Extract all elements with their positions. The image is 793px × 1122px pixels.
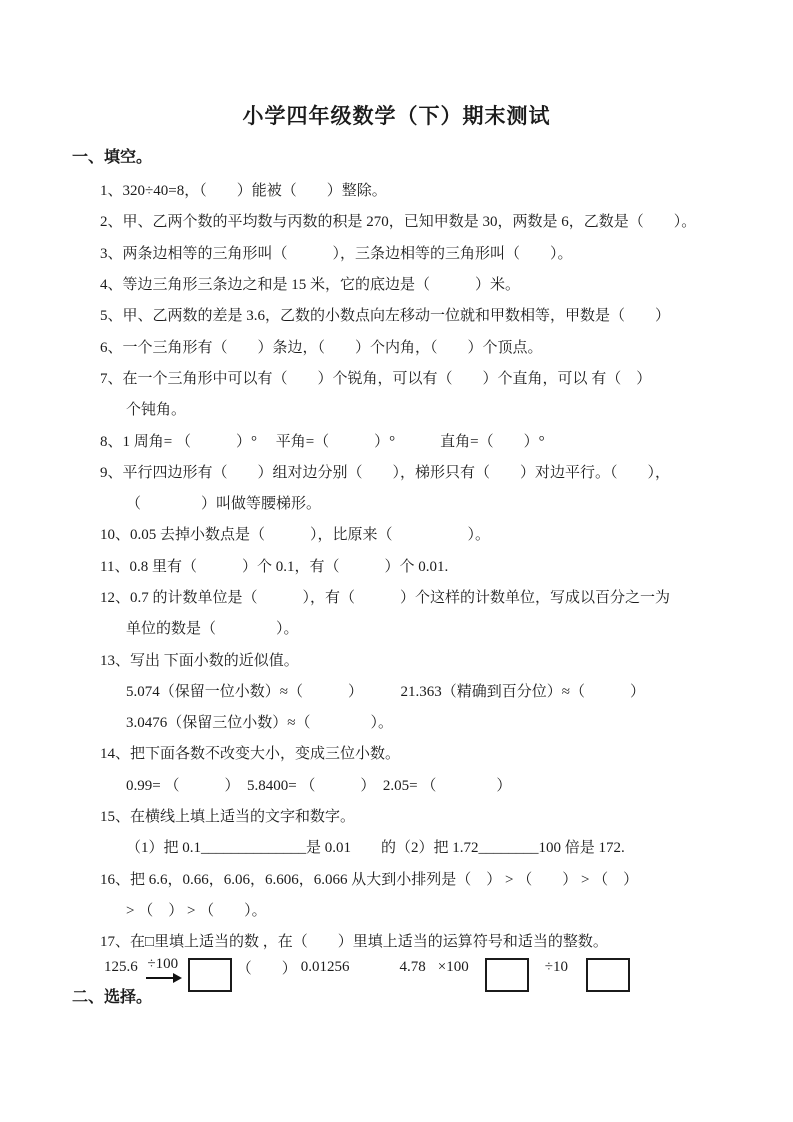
- expr-value1: 125.6: [104, 958, 138, 975]
- expr-op3: ÷10: [544, 958, 568, 975]
- answer-box-1: [188, 958, 232, 992]
- question-11: 11、0.8 里有（ ）个 0.1，有（ ）个 0.01.: [100, 558, 449, 575]
- section-heading-fill-in: 一、填空。: [72, 149, 153, 166]
- answer-box-3: [586, 958, 630, 992]
- question-9: 9、平行四边形有（ ）组对边分别（ ），梯形只有（ ）对边平行。（ ），: [100, 464, 671, 481]
- question-1: 1、320÷40=8，（ ）能被（ ）整除。: [100, 183, 387, 200]
- question-2: 2、甲、乙两个数的平均数与丙数的积是 270，已知甲数是 30，两数是 6，乙数是（ ）。: [100, 214, 697, 231]
- question-9-cont: （ ）叫做等腰梯形。: [126, 496, 322, 513]
- question-12: 12、0.7 的计数单位是（ ），有（ ）个这样的计数单位，写成以百分之一为: [100, 590, 671, 606]
- expr-result: 0.01256: [300, 958, 350, 975]
- page-title: 小学四年级数学（下）期末测试: [242, 105, 551, 128]
- expr-op1: ÷100: [147, 955, 179, 972]
- question-13-item-b: 3.0476（保留三位小数）≈（ ）。: [126, 715, 393, 732]
- expr-op1-with-arrow: [146, 956, 180, 979]
- expr-op2: ×100: [437, 958, 469, 975]
- question-10: 10、0.05 去掉小数点是（ ），比原来（ ）。: [100, 527, 491, 544]
- question-14: 14、把下面各数不改变大小，变成三位小数。: [100, 746, 401, 763]
- question-7: 7、在一个三角形中可以有（ ）个锐角，可以有（ ）个直角，可以 有（ ）: [100, 370, 652, 387]
- question-13: 13、写出 下面小数的近似值。: [100, 652, 299, 669]
- question-13-item-a: 5.074（保留一位小数）≈（ ） 21.363（精确到百分位）≈（ ）: [126, 683, 645, 700]
- question-12-cont: 单位的数是（ ）。: [126, 621, 299, 638]
- answer-box-2: [485, 958, 529, 992]
- question-5: 5、甲、乙两数的差是 3.6，乙数的小数点向左移动一位就和甲数相等，甲数是（ ）: [100, 308, 671, 325]
- right-arrow-icon: [146, 977, 180, 979]
- expr-paren-blank: （ ）: [236, 960, 297, 977]
- question-17: 17、在□里填上适当的数 ，在（ ）里填上适当的运算符号和适当的整数。: [100, 934, 608, 951]
- question-6: 6、一个三角形有（ ）条边，（ ）个内角，（ ）个顶点。: [100, 339, 543, 356]
- question-3: 3、两条边相等的三角形叫（ ），三条边相等的三角形叫（ ）。: [100, 245, 573, 262]
- expr-value2: 4.78: [399, 958, 426, 975]
- question-14-items: 0.99= （ ） 5.8400= （ ） 2.05= （ ）: [126, 777, 512, 794]
- question-16: 16、把 6.6，0.66，6.06，6.606，6.066 从大到小排列是（ ） > （ ） > （ ）: [100, 871, 639, 888]
- question-15: 15、在横线上填上适当的文字和数字。: [100, 809, 356, 826]
- question-7-cont: 个钝角。: [126, 402, 187, 419]
- question-16-cont: > （ ） > （ ）。: [126, 902, 267, 919]
- section-heading-choice: 二、选择。: [72, 989, 153, 1006]
- question-8: 8、1 周角= （ ）° 平角=（ ）° 直角=（ ）°: [100, 433, 545, 450]
- question-list: [0, 174, 793, 956]
- question-15-items: （1）把 0.1______________是 0.01 的（2）把 1.72________100 倍是 172.: [126, 840, 625, 857]
- question-4: 4、等边三角形三条边之和是 15 米，它的底边是（ ）米。: [100, 277, 521, 294]
